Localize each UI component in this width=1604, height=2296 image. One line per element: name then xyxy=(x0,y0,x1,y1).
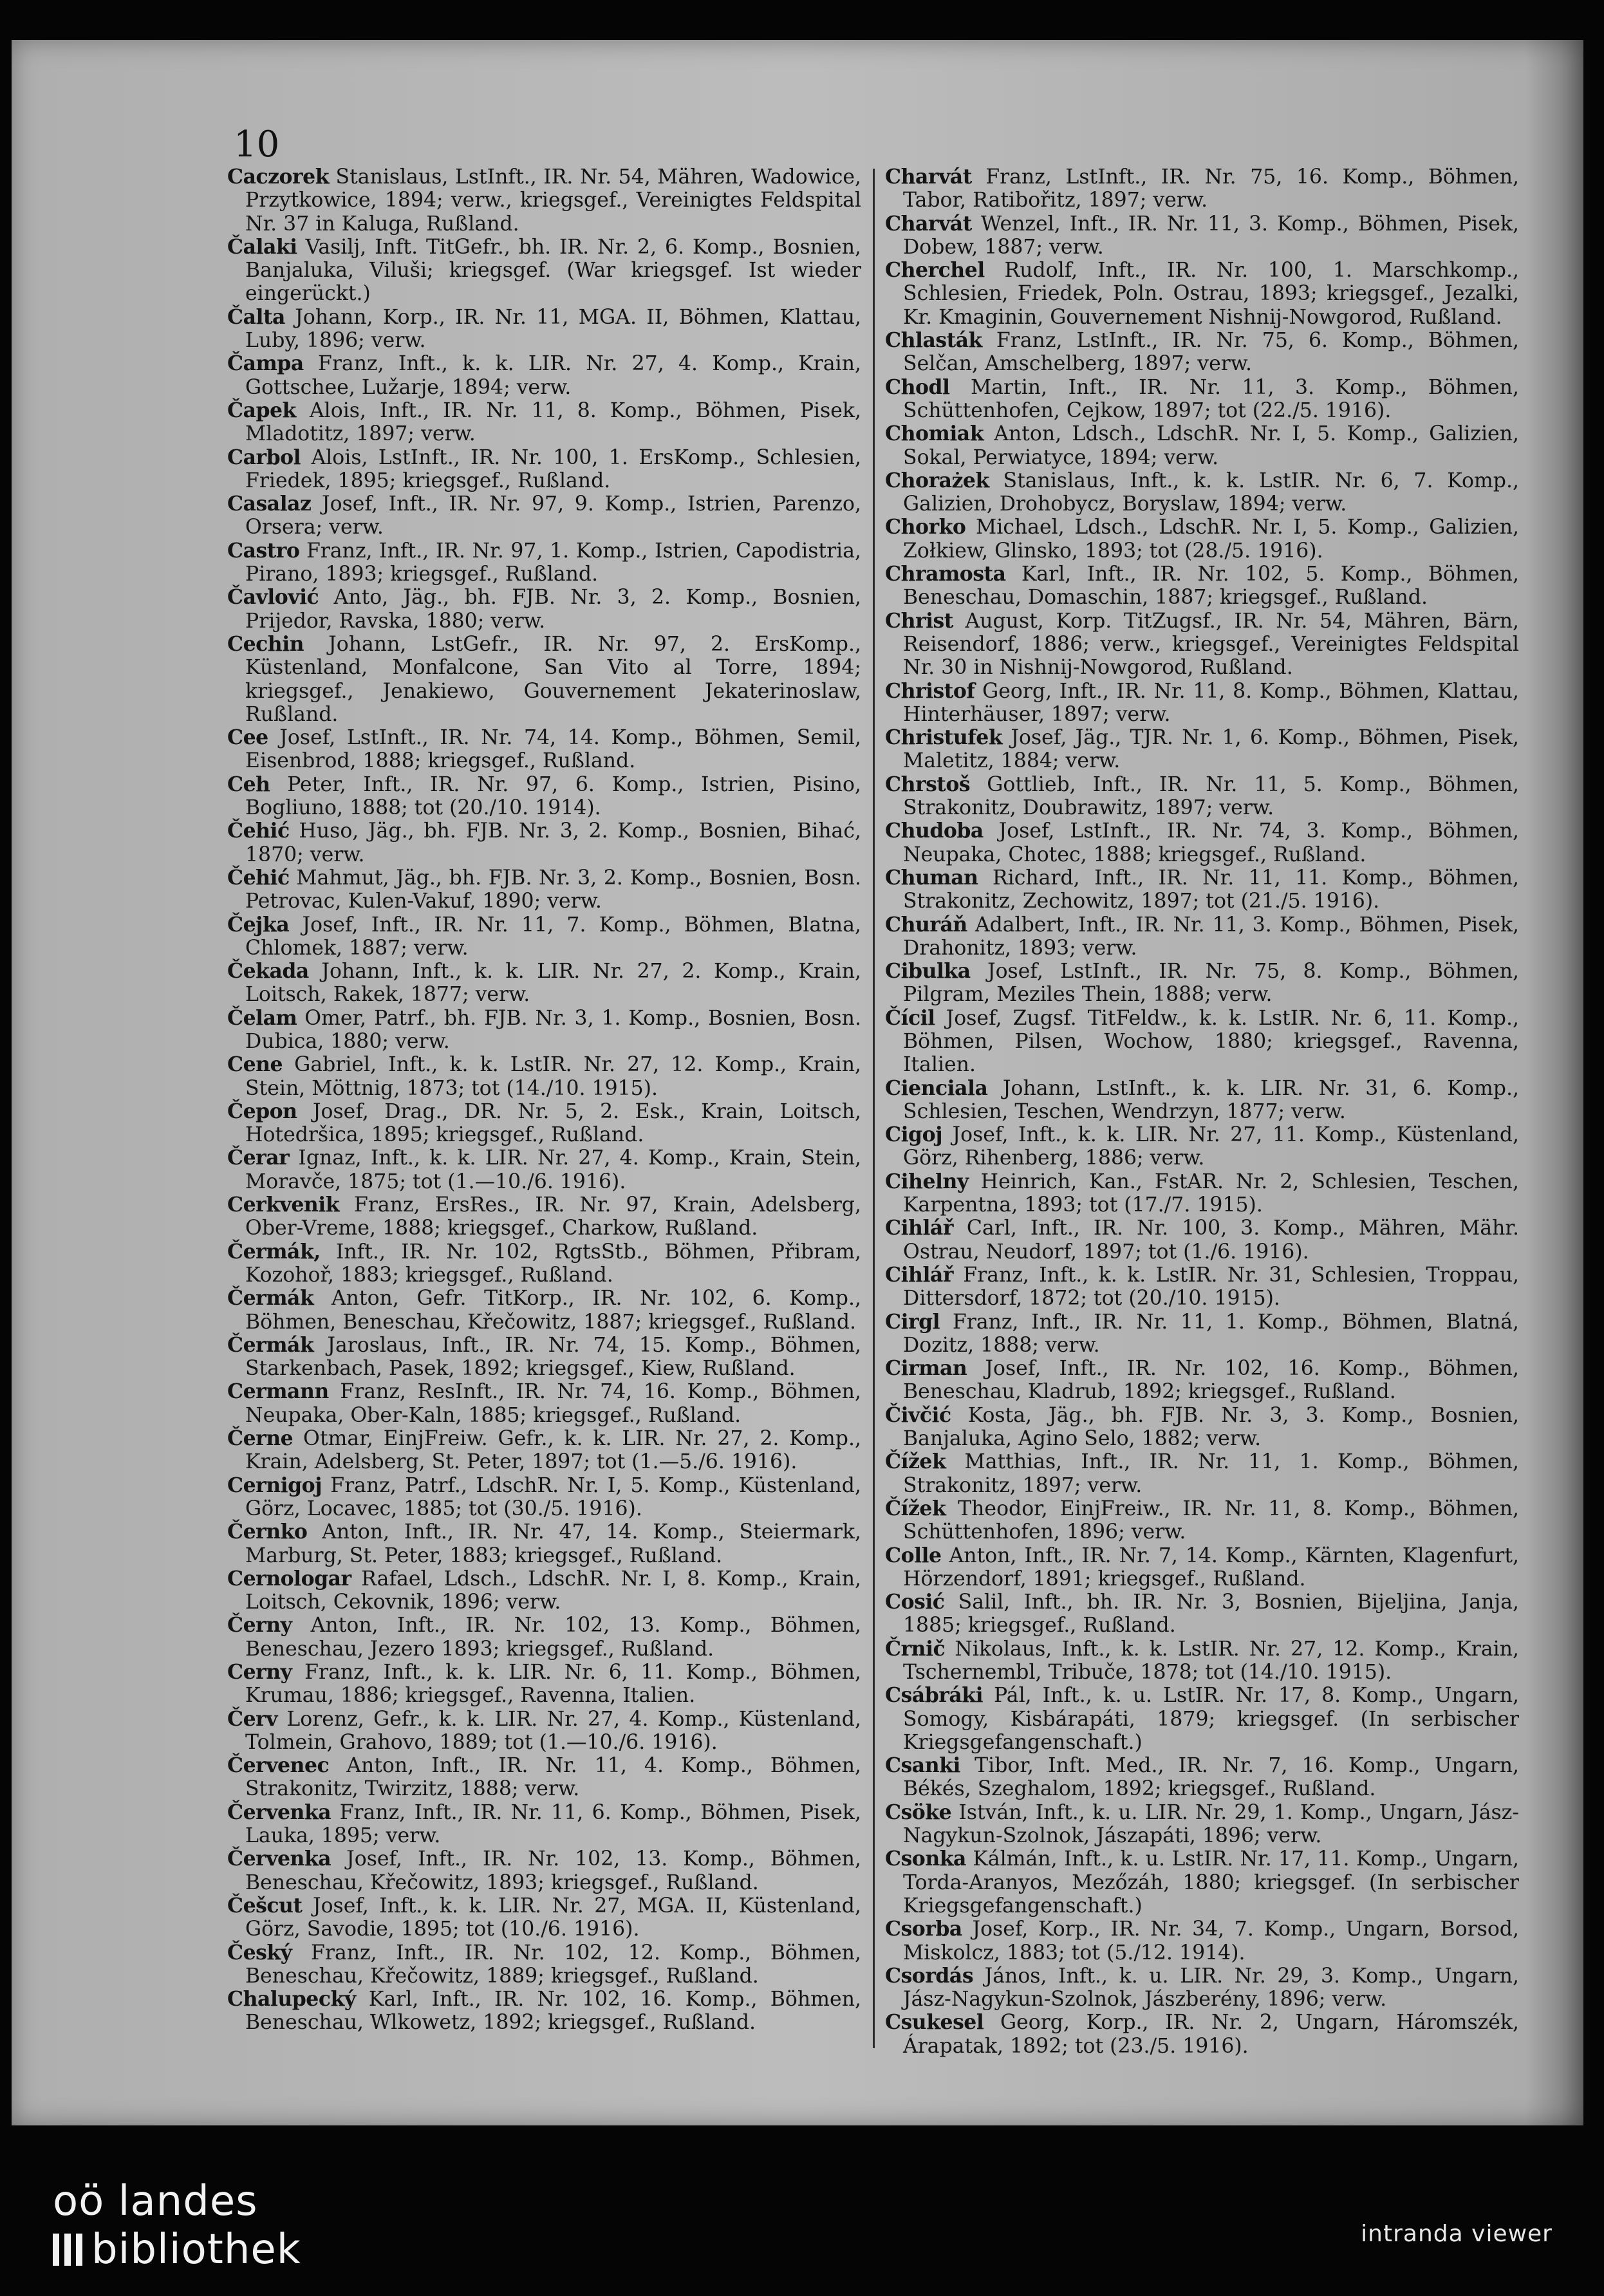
register-entry xyxy=(885,1077,1519,1124)
entry-details: Anton, Inft., IR. Nr. 102, 13. Komp., Böhmen, Beneschau, Jezero 1893; kriegsgef., Rußland. xyxy=(245,1614,861,1661)
entry-details: Jaroslaus, Inft., IR. Nr. 74, 15. Komp., Böhmen, Starkenbach, Pasek, 1892; kriegsgef., Kiew, Rußland. xyxy=(245,1333,861,1381)
entry-surname: Chodl xyxy=(885,375,950,399)
register-entry xyxy=(885,329,1519,376)
entry-details: Anton, Ldsch., LdschR. Nr. I, 5. Komp., Galizien, Sokal, Perwiatyce, 1894; verw. xyxy=(903,422,1519,469)
register-entry xyxy=(885,1754,1519,1801)
register-entry xyxy=(227,819,861,866)
entry-details: Johann, Inft., k. k. LIR. Nr. 27, 2. Komp., Krain, Loitsch, Rakek, 1877; verw. xyxy=(245,960,861,1007)
entry-details: Michael, Ldsch., LdschR. Nr. I, 5. Komp., Galizien, Zołkiew, Glinsko, 1893; tot (28./5. 1916). xyxy=(903,516,1519,563)
entry-surname: Čepon xyxy=(227,1099,297,1123)
register-entry xyxy=(885,680,1519,727)
entry-surname: Čapek xyxy=(227,398,296,422)
entry-details: Franz, Inft., IR. Nr. 97, 1. Komp., Istrien, Capodistria, Pirano, 1893; kriegsgef., Rußland. xyxy=(245,539,861,586)
entry-details: Nikolaus, Inft., k. k. LstIR. Nr. 27, 12. Komp., Krain, Tschernembl, Tribuče, 1878; tot (14./10. 1915). xyxy=(903,1637,1519,1684)
register-entry xyxy=(227,1614,861,1661)
register-entry xyxy=(227,1520,861,1567)
entry-surname: Červenec xyxy=(227,1753,330,1778)
entry-details: Franz, ErsRes., IR. Nr. 97, Krain, Adelsberg, Ober-Vreme, 1888; kriegsgef., Charkow, Rußland. xyxy=(245,1193,861,1240)
register-entry xyxy=(227,1146,861,1193)
entry-surname: Črnič xyxy=(885,1636,946,1661)
left-column xyxy=(227,165,861,2035)
entry-surname: Cibulka xyxy=(885,959,971,984)
entry-surname: Cermann xyxy=(227,1379,329,1404)
entry-surname: Čekada xyxy=(227,959,309,984)
entry-details: Franz, Inft., k. k. LIR. Nr. 6, 11. Komp., Böhmen, Krumau, 1886; kriegsgef., Ravenna, Italien. xyxy=(245,1661,861,1708)
entry-surname: Český xyxy=(227,1940,292,1965)
register-entry xyxy=(227,1941,861,1988)
entry-details: Franz, ResInft., IR. Nr. 74, 16. Komp., Böhmen, Neupaka, Ober-Kaln, 1885; kriegsgef., Rußland. xyxy=(245,1380,861,1427)
entry-surname: Cechin xyxy=(227,631,304,656)
entry-details: Inft., IR. Nr. 102, RgtsStb., Böhmen, Přibram, Kozohoř, 1883; kriegsgef., Rußland. xyxy=(245,1240,861,1287)
entry-surname: Chomiak xyxy=(885,422,984,446)
page-edge-shadow xyxy=(1525,40,1583,2125)
entry-surname: Ceh xyxy=(227,772,270,796)
register-entry xyxy=(227,165,861,236)
entry-surname: Čalta xyxy=(227,304,285,329)
register-entry xyxy=(885,773,1519,820)
entry-details: Omer, Patrf., bh. FJB. Nr. 3, 1. Komp., Bosnien, Bosn. Dubica, 1880; verw. xyxy=(245,1006,861,1053)
entry-surname: Čivčić xyxy=(885,1403,951,1427)
viewer-footer xyxy=(0,2176,1604,2296)
entry-details: Anton, Inft., IR. Nr. 7, 14. Komp., Kärnten, Klagenfurt, Hörzendorf, 1891; kriegsgef., Rußland. xyxy=(903,1544,1519,1591)
register-entry xyxy=(227,586,861,633)
entry-surname: Čehić xyxy=(227,865,290,890)
entry-surname: Cerny xyxy=(227,1660,292,1684)
register-entry xyxy=(885,2011,1519,2058)
viewer-brand-label: intranda viewer xyxy=(1361,2221,1553,2247)
entry-surname: Čermák xyxy=(227,1332,314,1357)
register-entry xyxy=(885,1847,1519,1918)
right-column xyxy=(885,165,1519,2058)
entry-surname: Christufek xyxy=(885,725,1003,750)
register-entry xyxy=(885,1007,1519,1077)
entry-details: Johann, Korp., IR. Nr. 11, MGA. II, Böhmen, Klattau, Luby, 1896; verw. xyxy=(245,305,861,353)
entry-surname: Csanki xyxy=(885,1753,960,1778)
entry-details: Richard, Inft., IR. Nr. 11, 11. Komp., Böhmen, Strakonitz, Zechowitz, 1897; tot (21./5. 1916). xyxy=(903,866,1519,913)
register-entry xyxy=(885,212,1519,259)
entry-details: Stanislaus, LstInft., IR. Nr. 54, Mähren, Wadowice, Przytkowice, 1894; verw., kriegsgef., Vereinigtes Feldspital Nr. 37 in Kaluga, Rußland. xyxy=(245,165,861,236)
entry-surname: Čelam xyxy=(227,1005,297,1030)
register-entry xyxy=(885,1357,1519,1404)
entry-surname: Chorażek xyxy=(885,468,989,492)
entry-details: Anton, Inft., IR. Nr. 11, 4. Komp., Böhmen, Strakonitz, Twirzitz, 1888; verw. xyxy=(245,1754,861,1801)
register-entry xyxy=(885,866,1519,913)
entry-details: Georg, Korp., IR. Nr. 2, Ungarn, Háromszék, Árapatak, 1892; tot (23./5. 1916). xyxy=(903,2011,1519,2058)
entry-details: Josef, Inft., IR. Nr. 97, 9. Komp., Istrien, Parenzo, Orsera; verw. xyxy=(245,492,861,539)
entry-details: Adalbert, Inft., IR. Nr. 11, 3. Komp., Böhmen, Pisek, Drahonitz, 1893; verw. xyxy=(903,913,1519,960)
register-entry xyxy=(885,165,1519,212)
entry-surname: Cee xyxy=(227,725,268,750)
entry-surname: Carbol xyxy=(227,445,301,469)
entry-details: Josef, Inft., IR. Nr. 11, 7. Komp., Böhmen, Blatna, Chlomek, 1887; verw. xyxy=(245,913,861,960)
entry-surname: Čížek xyxy=(885,1496,946,1520)
entry-details: Rafael, Ldsch., LdschR. Nr. I, 8. Komp., Krain, Loitsch, Cekovnik, 1896; verw. xyxy=(245,1567,861,1614)
register-entry xyxy=(227,539,861,586)
entry-surname: Čejka xyxy=(227,912,290,937)
entry-surname: Cerkvenik xyxy=(227,1193,340,1217)
entry-details: Karl, Inft., IR. Nr. 102, 16. Komp., Böhmen, Beneschau, Wlkowetz, 1892; kriegsgef., Rußland. xyxy=(245,1988,861,2035)
register-entry xyxy=(227,446,861,493)
register-entry xyxy=(885,376,1519,423)
entry-surname: Chorko xyxy=(885,515,966,539)
entry-surname: Čermák, xyxy=(227,1239,321,1264)
entry-surname: Csorba xyxy=(885,1917,962,1941)
register-entry xyxy=(885,1684,1519,1754)
register-entry xyxy=(885,259,1519,329)
entry-details: Salil, Inft., bh. IR. Nr. 3, Bosnien, Bijeljina, Janja, 1885; kriegsgef., Rußland. xyxy=(903,1591,1519,1638)
entry-surname: Colle xyxy=(885,1543,942,1567)
entry-surname: Cihelny xyxy=(885,1169,969,1193)
register-entry xyxy=(227,1847,861,1894)
register-entry xyxy=(227,1100,861,1147)
entry-details: Ignaz, Inft., k. k. LIR. Nr. 27, 4. Komp., Krain, Stein, Moravče, 1875; tot (1.—10./6. 1916). xyxy=(245,1146,861,1193)
register-entry xyxy=(227,913,861,960)
register-entry xyxy=(885,1801,1519,1848)
entry-surname: Cernologar xyxy=(227,1566,351,1591)
entry-surname: Cherchel xyxy=(885,258,985,283)
register-entry xyxy=(227,1754,861,1801)
entry-details: Johann, LstInft., k. k. LIR. Nr. 31, 6. Komp., Schlesien, Teschen, Wendrzyn, 1877; verw. xyxy=(903,1076,1519,1123)
entry-details: August, Korp. TitZugsf., IR. Nr. 54, Mähren, Bärn, Reisendorf, 1886; verw., kriegsgef., Vereinigtes Feldspital Nr. 30 in Nishnij-Nowgorod, Rußland. xyxy=(903,609,1519,680)
register-entry xyxy=(885,1638,1519,1685)
register-entry xyxy=(227,1988,861,2035)
register-entry xyxy=(885,1544,1519,1591)
register-entry xyxy=(227,1053,861,1100)
register-entry xyxy=(227,633,861,726)
register-entry xyxy=(885,1918,1519,1965)
register-entry xyxy=(227,1287,861,1334)
register-entry xyxy=(227,492,861,539)
register-entry xyxy=(885,422,1519,469)
entry-surname: Černe xyxy=(227,1426,294,1451)
register-entry xyxy=(227,236,861,306)
entry-details: Josef, LstInft., IR. Nr. 75, 8. Komp., Böhmen, Pilgram, Meziles Thein, 1888; verw. xyxy=(903,960,1519,1007)
entry-surname: Černko xyxy=(227,1520,308,1544)
entry-details: Josef, Inft., k. k. LIR. Nr. 27, 11. Komp., Küstenland, Görz, Rihenberg, 1886; verw. xyxy=(903,1123,1519,1170)
entry-surname: Caczorek xyxy=(227,165,330,189)
entry-surname: Chrstoš xyxy=(885,772,971,796)
register-entry xyxy=(885,960,1519,1007)
entry-details: Josef, LstInft., IR. Nr. 74, 14. Komp., Böhmen, Semil, Eisenbrod, 1888; kriegsgef., Rußland. xyxy=(245,726,861,773)
entry-surname: Chudoba xyxy=(885,819,984,843)
register-entry xyxy=(885,1217,1519,1264)
entry-details: Vasilj, Inft. TitGefr., bh. IR. Nr. 2, 6. Komp., Bosnien, Banjaluka, Viluši; kriegsgef. (War kriegsgef. Ist wieder eingerückt.) xyxy=(245,235,861,306)
register-entry xyxy=(227,773,861,820)
register-entry xyxy=(227,1567,861,1614)
entry-surname: Čehić xyxy=(227,819,290,843)
entry-surname: Csordás xyxy=(885,1963,974,1988)
entry-surname: Casalaz xyxy=(227,492,312,516)
register-entry xyxy=(885,610,1519,680)
entry-details: Mahmut, Jäg., bh. FJB. Nr. 3, 2. Komp., Bosnien, Bosn. Petrovac, Kulen-Vakuf, 1890; verw. xyxy=(245,866,861,913)
entry-details: Carl, Inft., IR. Nr. 100, 3. Komp., Mähren, Mähr. Ostrau, Neudorf, 1897; tot (1./6. 1916). xyxy=(903,1217,1519,1264)
register-entry xyxy=(885,913,1519,960)
entry-surname: Csábráki xyxy=(885,1683,984,1708)
register-entry xyxy=(885,819,1519,866)
entry-details: Josef, LstInft., IR. Nr. 74, 3. Komp., Böhmen, Neupaka, Chotec, 1888; kriegsgef., Rußland. xyxy=(903,819,1519,866)
entry-surname: Červenka xyxy=(227,1800,331,1824)
entry-details: Franz, Inft., k. k. LIR. Nr. 27, 4. Komp., Krain, Gottschee, Lužarje, 1894; verw. xyxy=(245,352,861,399)
entry-surname: Češcut xyxy=(227,1893,303,1918)
entry-surname: Čermák xyxy=(227,1286,314,1311)
entry-details: Franz, LstInft., IR. Nr. 75, 6. Komp., Böhmen, Selčan, Amschelberg, 1897; verw. xyxy=(903,329,1519,376)
entry-details: Josef, Jäg., TJR. Nr. 1, 6. Komp., Böhmen, Pisek, Maletitz, 1884; verw. xyxy=(903,726,1519,773)
register-entry xyxy=(885,1450,1519,1497)
entry-details: Kosta, Jäg., bh. FJB. Nr. 3, 3. Komp., Bosnien, Banjaluka, Agino Selo, 1882; verw. xyxy=(903,1403,1519,1451)
register-entry xyxy=(227,352,861,399)
entry-details: Peter, Inft., IR. Nr. 97, 6. Komp., Istrien, Pisino, Bogliuno, 1888; tot (20./10. 1914). xyxy=(245,772,861,820)
register-entry xyxy=(227,399,861,446)
entry-surname: Cienciala xyxy=(885,1076,988,1100)
register-entry xyxy=(885,1264,1519,1311)
entry-details: Lorenz, Gefr., k. k. LIR. Nr. 27, 4. Komp., Küstenland, Tolmein, Grahovo, 1889; tot (1.—10./6. 1916). xyxy=(245,1707,861,1754)
register-entry xyxy=(227,1474,861,1521)
register-entry xyxy=(227,726,861,773)
register-entry xyxy=(227,1708,861,1755)
entry-surname: Cene xyxy=(227,1052,283,1077)
entry-surname: Cirgl xyxy=(885,1309,940,1334)
entry-surname: Christ xyxy=(885,608,953,633)
entry-details: Huso, Jäg., bh. FJB. Nr. 3, 2. Komp., Bosnien, Bihać, 1870; verw. xyxy=(245,819,861,866)
register-entry xyxy=(885,1170,1519,1217)
register-entry xyxy=(885,1965,1519,2011)
entry-details: Franz, Inft., IR. Nr. 11, 6. Komp., Böhmen, Pisek, Lauka, 1895; verw. xyxy=(245,1800,861,1848)
entry-details: Stanislaus, Inft., k. k. LstIR. Nr. 6, 7. Komp., Galizien, Drohobycz, Boryslaw, 1894; verw. xyxy=(903,469,1519,516)
register-entry xyxy=(885,516,1519,563)
register-entry xyxy=(885,469,1519,516)
entry-details: Gabriel, Inft., k. k. LstIR. Nr. 27, 12. Komp., Krain, Stein, Möttnig, 1873; tot (14./10. 1915). xyxy=(245,1053,861,1100)
entry-details: Martin, Inft., IR. Nr. 11, 3. Komp., Böhmen, Schüttenhofen, Cejkow, 1897; tot (22./5. 1916). xyxy=(903,375,1519,422)
entry-details: Anton, Gefr. TitKorp., IR. Nr. 102, 6. Komp., Böhmen, Beneschau, Křečowitz, 1887; kriegsgef., Rußland. xyxy=(245,1287,861,1334)
entry-surname: Cosić xyxy=(885,1590,945,1614)
entry-details: Heinrich, Kan., FstAR. Nr. 2, Schlesien, Teschen, Karpentna, 1893; tot (17./7. 1915). xyxy=(903,1170,1519,1217)
entry-details: Pál, Inft., k. u. LstIR. Nr. 17, 8. Komp., Ungarn, Somogy, Kisbárapáti, 1879; kriegsgef. (In serbischer Kriegsgefangenschaft.) xyxy=(903,1684,1519,1754)
entry-surname: Čerar xyxy=(227,1146,290,1170)
library-logo[interactable] xyxy=(53,2176,301,2272)
register-entry xyxy=(885,563,1519,610)
register-entry xyxy=(885,1591,1519,1638)
logo-line-2: bibliothek xyxy=(91,2226,301,2273)
entry-details: Otmar, EinjFreiw. Gefr., k. k. LIR. Nr. 27, 2. Komp., Krain, Adelsberg, St. Peter, 1897; tot (1.—5./6. 1916). xyxy=(245,1427,861,1474)
register-entry xyxy=(227,1240,861,1287)
entry-details: Josef, Inft., k. k. LIR. Nr. 27, MGA. II, Küstenland, Görz, Savodie, 1895; tot (10./6. 1916). xyxy=(245,1894,861,1941)
entry-surname: Chuman xyxy=(885,865,978,890)
register-entry xyxy=(227,306,861,353)
register-entry xyxy=(885,1404,1519,1451)
entry-surname: Csukesel xyxy=(885,2010,984,2035)
entry-details: Alois, Inft., IR. Nr. 11, 8. Komp., Böhmen, Pisek, Mladotitz, 1897; verw. xyxy=(245,398,861,446)
entry-surname: Charvát xyxy=(885,211,972,236)
page-number: 10 xyxy=(234,124,280,165)
register-entry xyxy=(885,726,1519,773)
entry-surname: Čampa xyxy=(227,351,304,376)
entry-details: Tibor, Inft. Med., IR. Nr. 7, 16. Komp., Ungarn, Békés, Szeghalom, 1892; kriegsgef., Rußland. xyxy=(903,1754,1519,1801)
entry-surname: Čížek xyxy=(885,1450,946,1474)
entry-details: Kálmán, Inft., k. u. LstIR. Nr. 17, 11. Komp., Ungarn, Torda-Aranyos, Mezőzáh, 1880; kriegsgef. (In serbischer Kriegsgefangenschaft.) xyxy=(903,1847,1519,1918)
register-entry xyxy=(227,1427,861,1474)
entry-details: Josef, Korp., IR. Nr. 34, 7. Komp., Ungarn, Borsod, Miskolcz, 1883; tot (5./12. 1914). xyxy=(903,1918,1519,1965)
register-entry xyxy=(885,1497,1519,1544)
entry-surname: Csöke xyxy=(885,1800,952,1824)
entry-surname: Christof xyxy=(885,678,975,703)
register-entry xyxy=(227,960,861,1007)
register-entry xyxy=(227,1007,861,1054)
entry-details: Wenzel, Inft., IR. Nr. 11, 3. Komp., Böhmen, Pisek, Dobew, 1887; verw. xyxy=(903,212,1519,259)
entry-details: Rudolf, Inft., IR. Nr. 100, 1. Marschkomp., Schlesien, Friedek, Poln. Ostrau, 1893; kriegsgef., Jezalki, Kr. Kmaginin, Gouvernement Nishnij-Nowgorod, Rußland. xyxy=(903,259,1519,329)
entry-details: Franz, LstInft., IR. Nr. 75, 16. Komp., Böhmen, Tabor, Ratibořitz, 1897; verw. xyxy=(903,165,1519,212)
entry-surname: Chalupecký xyxy=(227,1987,356,2011)
register-entry xyxy=(227,1661,861,1708)
register-entry xyxy=(885,1311,1519,1358)
entry-details: Karl, Inft., IR. Nr. 102, 5. Komp., Böhmen, Beneschau, Domaschin, 1887; kriegsgef., Rußland. xyxy=(903,563,1519,610)
entry-surname: Cirman xyxy=(885,1356,967,1381)
entry-surname: Čícil xyxy=(885,1005,935,1030)
entry-details: Franz, Inft., IR. Nr. 102, 12. Komp., Böhmen, Beneschau, Křečowitz, 1889; kriegsgef., Rußland. xyxy=(245,1941,861,1988)
entry-surname: Chramosta xyxy=(885,562,1006,586)
entry-details: Franz, Inft., IR. Nr. 11, 1. Komp., Böhmen, Blatná, Dozitz, 1888; verw. xyxy=(903,1310,1519,1357)
entry-surname: Černy xyxy=(227,1613,292,1638)
column-divider xyxy=(873,169,875,2048)
entry-details: Franz, Inft., k. k. LstIR. Nr. 31, Schlesien, Troppau, Dittersdorf, 1872; tot (20./10. 1915). xyxy=(903,1263,1519,1311)
entry-details: Franz, Patrf., LdschR. Nr. I, 5. Komp., Küstenland, Görz, Locavec, 1885; tot (30./5. 1916). xyxy=(245,1473,861,1520)
entry-surname: Castro xyxy=(227,538,300,563)
entry-surname: Cernigoj xyxy=(227,1473,322,1497)
register-entry xyxy=(227,1380,861,1427)
register-entry xyxy=(227,1801,861,1848)
entry-details: Gottlieb, Inft., IR. Nr. 11, 5. Komp., Böhmen, Strakonitz, Doubrawitz, 1897; verw. xyxy=(903,772,1519,820)
entry-surname: Chlasták xyxy=(885,328,982,353)
entry-surname: Churáň xyxy=(885,912,967,937)
register-entry xyxy=(885,1123,1519,1170)
entry-details: Josef, Inft., IR. Nr. 102, 16. Komp., Böhmen, Beneschau, Kladrub, 1892; kriegsgef., Rußland. xyxy=(903,1357,1519,1404)
entry-surname: Čalaki xyxy=(227,234,297,259)
entry-details: János, Inft., k. u. LIR. Nr. 29, 3. Komp., Ungarn, Jász-Nagykun-Szolnok, Jászberény, 1896; verw. xyxy=(903,1964,1519,2011)
logo-bars-icon xyxy=(53,2234,82,2266)
entry-details: Matthias, Inft., IR. Nr. 11, 1. Komp., Böhmen, Strakonitz, 1897; verw. xyxy=(903,1450,1519,1497)
entry-details: Josef, Zugsf. TitFeldw., k. k. LstIR. Nr. 6, 11. Komp., Böhmen, Pilsen, Wochow, 1880; kriegsgef., Ravenna, Italien. xyxy=(903,1006,1519,1077)
scanned-page xyxy=(12,40,1583,2125)
entry-details: Anto, Jäg., bh. FJB. Nr. 3, 2. Komp., Bosnien, Prijedor, Ravska, 1880; verw. xyxy=(245,586,861,633)
entry-surname: Charvát xyxy=(885,165,972,189)
register-entry xyxy=(227,1894,861,1941)
entry-details: Josef, Inft., IR. Nr. 102, 13. Komp., Böhmen, Beneschau, Křečowitz, 1893; kriegsgef., Rußland. xyxy=(245,1847,861,1894)
entry-details: Georg, Inft., IR. Nr. 11, 8. Komp., Böhmen, Klattau, Hinterhäuser, 1897; verw. xyxy=(903,679,1519,726)
entry-surname: Cihlář xyxy=(885,1216,953,1240)
register-entry xyxy=(227,866,861,913)
entry-surname: Cigoj xyxy=(885,1123,942,1147)
entry-surname: Cihlář xyxy=(885,1262,953,1287)
entry-details: István, Inft., k. u. LIR. Nr. 29, 1. Komp., Ungarn, Jász-Nagykun-Szolnok, Jászapáti, 1896; verw. xyxy=(903,1800,1519,1848)
entry-details: Theodor, EinjFreiw., IR. Nr. 11, 8. Komp., Böhmen, Schüttenhofen, 1896; verw. xyxy=(903,1497,1519,1544)
register-entry xyxy=(227,1334,861,1381)
entry-surname: Csonka xyxy=(885,1847,966,1871)
register-entry xyxy=(227,1193,861,1240)
entry-details: Johann, LstGefr., IR. Nr. 97, 2. ErsKomp., Küstenland, Monfalcone, San Vito al Torre, 1894; kriegsgef., Jenakiewo, Gouvernement Jekaterinoslaw, Rußland. xyxy=(245,632,861,726)
entry-details: Alois, LstInft., IR. Nr. 100, 1. ErsKomp., Schlesien, Friedek, 1895; kriegsgef., Rußland. xyxy=(245,445,861,492)
logo-line-1: oö landes xyxy=(53,2178,258,2225)
entry-surname: Čavlović xyxy=(227,585,319,610)
entry-surname: Červ xyxy=(227,1706,278,1731)
entry-details: Anton, Inft., IR. Nr. 47, 14. Komp., Steiermark, Marburg, St. Peter, 1883; kriegsgef., Rußland. xyxy=(245,1520,861,1567)
entry-details: Josef, Drag., DR. Nr. 5, 2. Esk., Krain, Loitsch, Hotedršica, 1895; kriegsgef., Rußland. xyxy=(245,1099,861,1147)
entry-surname: Červenka xyxy=(227,1847,331,1871)
